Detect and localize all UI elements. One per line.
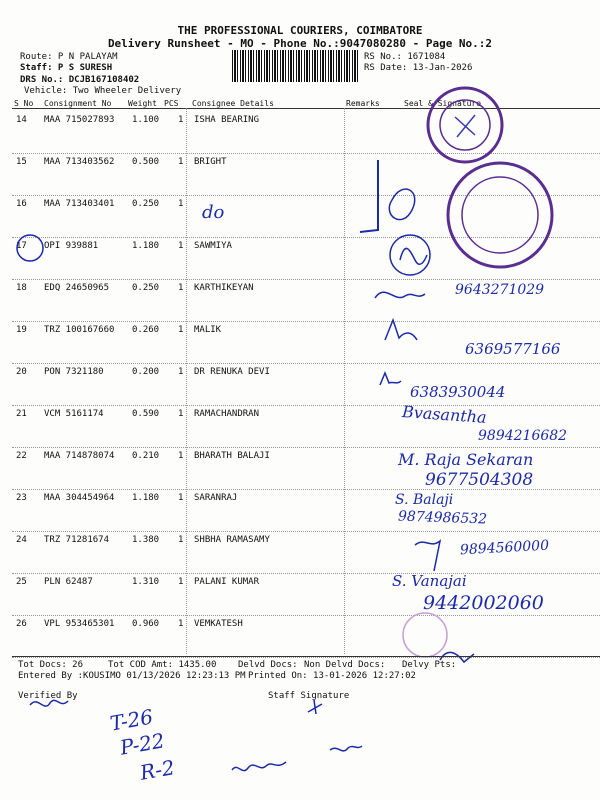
cell-sno: 20 <box>16 367 27 377</box>
staff-signature: Staff Signature <box>268 691 350 701</box>
signature-row24 <box>415 541 440 571</box>
cell-sno: 17 <box>16 241 27 251</box>
cell-weight: 0.210 <box>132 451 160 461</box>
cell-pcs: 1 <box>178 535 184 545</box>
cell-consignee: BHARATH BALAJI <box>194 451 270 461</box>
cell-pcs: 1 <box>178 199 184 209</box>
signature-staff <box>308 700 322 714</box>
staff-label: Staff: P S SURESH <box>20 63 113 73</box>
handwritten-name-row23: S. Balaji <box>395 492 454 508</box>
total-docs: Tot Docs: 26 <box>18 660 84 670</box>
handwritten-phone-row22: 9677504308 <box>425 470 534 490</box>
entered-by: Entered By :KOUSIMO 01/13/2026 12:23:13 PM <box>18 671 246 681</box>
col-consignment: Consignment No <box>44 99 112 108</box>
cell-pcs: 1 <box>178 409 184 419</box>
cell-consignment: PON 7321180 <box>44 367 104 377</box>
handwritten-name-row21: Bvasantha <box>401 402 488 427</box>
cell-consignment: OPI 939881 <box>44 241 99 251</box>
company-title: THE PROFESSIONAL COURIERS, COIMBATORE <box>177 24 423 37</box>
signature-row17 <box>390 235 430 275</box>
verified-by: Verified By <box>18 691 78 701</box>
stamp-isha-bearings <box>428 88 502 162</box>
delivery-points: Delvy Pts: <box>402 660 457 670</box>
handwritten-total-p: P-22 <box>118 728 167 760</box>
cell-weight: 1.180 <box>132 241 160 251</box>
cell-sno: 23 <box>16 493 27 503</box>
cell-consignee: SHBHA RAMASAMY <box>194 535 270 545</box>
cell-pcs: 1 <box>178 493 184 503</box>
cell-consignment: MAA 714878074 <box>44 451 115 461</box>
handwritten-phone-row25: 9442002060 <box>423 592 544 614</box>
printed-on: Printed On: 13-01-2026 12:27:02 <box>248 671 416 681</box>
cell-sno: 21 <box>16 409 27 419</box>
cell-sno: 15 <box>16 157 27 167</box>
cell-pcs: 1 <box>178 325 184 335</box>
cell-consignee: PALANI KUMAR <box>194 577 260 587</box>
col-weight: Weight <box>128 99 157 108</box>
cell-sno: 18 <box>16 283 27 293</box>
cell-consignee: MALIK <box>194 325 222 335</box>
cell-consignment: TRZ 71281674 <box>44 535 110 545</box>
col-seal-signature: Seal & Signature <box>404 99 482 108</box>
cell-weight: 1.310 <box>132 577 160 587</box>
handwritten-total-r: R-2 <box>138 755 177 785</box>
col-pcs: PCS <box>164 99 179 108</box>
footer-rule <box>12 656 600 657</box>
col-sno: S No <box>14 99 34 108</box>
cell-consignment: VPL 953465301 <box>44 619 115 629</box>
signature-row19 <box>385 320 417 340</box>
cell-pcs: 1 <box>178 241 184 251</box>
cell-consignment: PLN 62487 <box>44 577 93 587</box>
non-delivered-docs: Non Delvd Docs: <box>304 660 386 670</box>
cell-consignee: DR RENUKA DEVI <box>194 367 270 377</box>
handwritten-phone-row23: 9874986532 <box>397 508 488 528</box>
cell-weight: 0.250 <box>132 199 160 209</box>
cell-pcs: 1 <box>178 451 184 461</box>
route-label: Route: P N PALAYAM <box>20 52 118 62</box>
stamp-bright <box>448 163 552 267</box>
signature-row20 <box>380 373 401 385</box>
signature-bottom-1 <box>232 762 286 771</box>
cell-sno: 19 <box>16 325 27 335</box>
drs-label: DRS No.: DCJB167108402 <box>20 75 140 85</box>
cell-sno: 16 <box>16 199 27 209</box>
cell-weight: 1.100 <box>132 115 160 125</box>
rs-number: RS No.: 1671084 <box>364 52 446 62</box>
cell-consignment: VCM 5161174 <box>44 409 104 419</box>
cell-consignee: KARTHIKEYAN <box>194 283 254 293</box>
cell-consignment: EDQ 24650965 <box>44 283 110 293</box>
signature-verified <box>30 700 68 706</box>
cell-pcs: 1 <box>178 367 184 377</box>
cell-sno: 14 <box>16 115 27 125</box>
cell-sno: 24 <box>16 535 27 545</box>
handwritten-name-row25: S. Vanajai <box>392 572 467 590</box>
cell-pcs: 1 <box>178 577 184 587</box>
stamp-faint <box>403 613 447 657</box>
handwritten-total-t: T-26 <box>108 704 155 736</box>
cell-sno: 25 <box>16 577 27 587</box>
cell-consignment: MAA 715027893 <box>44 115 115 125</box>
cell-consignee: VEMKATESH <box>194 619 243 629</box>
cell-consignee: ISHA BEARING <box>194 115 260 125</box>
col-remarks: Remarks <box>346 99 380 108</box>
cell-consignment: MAA 713403562 <box>44 157 115 167</box>
handwritten-phone-row24: 9894560000 <box>459 537 550 559</box>
cell-weight: 0.590 <box>132 409 160 419</box>
cell-sno: 22 <box>16 451 27 461</box>
col-consignee: Consignee Details <box>192 99 274 108</box>
cell-consignment: MAA 713403401 <box>44 199 115 209</box>
cell-weight: 0.960 <box>132 619 160 629</box>
cell-weight: 1.180 <box>132 493 160 503</box>
cell-weight: 0.260 <box>132 325 160 335</box>
cell-weight: 1.380 <box>132 535 160 545</box>
handwritten-phone-row18: 9643271029 <box>455 282 545 298</box>
handwritten-phone-row20: 6383930044 <box>410 383 506 401</box>
cell-consignee: SAWMIYA <box>194 241 232 251</box>
handwritten-phone-row21: 9894216682 <box>478 428 568 444</box>
signature-bottom-2 <box>330 746 362 751</box>
vehicle-label: Vehicle: Two Wheeler Delivery <box>24 86 182 96</box>
cell-pcs: 1 <box>178 157 184 167</box>
cell-pcs: 1 <box>178 115 184 125</box>
handwritten-name-row22: M. Raja Sekaran <box>398 450 534 469</box>
cell-weight: 0.500 <box>132 157 160 167</box>
bracket-mark <box>360 160 378 232</box>
handwritten-phone-row19: 6369577166 <box>465 340 561 358</box>
cell-consignee: RAMACHANDRAN <box>194 409 260 419</box>
signature-row16 <box>389 189 414 220</box>
cell-pcs: 1 <box>178 283 184 293</box>
cell-consignee: SARANRAJ <box>194 493 238 503</box>
cell-pcs: 1 <box>178 619 184 629</box>
signature-row18 <box>375 292 425 298</box>
cell-sno: 26 <box>16 619 27 629</box>
rs-date: RS Date: 13-Jan-2026 <box>364 63 473 73</box>
total-cod: Tot COD Amt: 1435.00 <box>108 660 217 670</box>
handwritten-do: do <box>202 202 225 223</box>
cell-consignment: TRZ 100167660 <box>44 325 115 335</box>
delivered-docs: Delvd Docs: <box>238 660 298 670</box>
cell-consignment: MAA 304454964 <box>44 493 115 503</box>
runsheet-subtitle: Delivery Runsheet - MO - Phone No.:9047080280 - Page No.:2 <box>107 37 493 50</box>
sno-17-circle <box>17 235 43 261</box>
cell-consignee: BRIGHT <box>194 157 227 167</box>
cell-weight: 0.200 <box>132 367 160 377</box>
cell-weight: 0.250 <box>132 283 160 293</box>
